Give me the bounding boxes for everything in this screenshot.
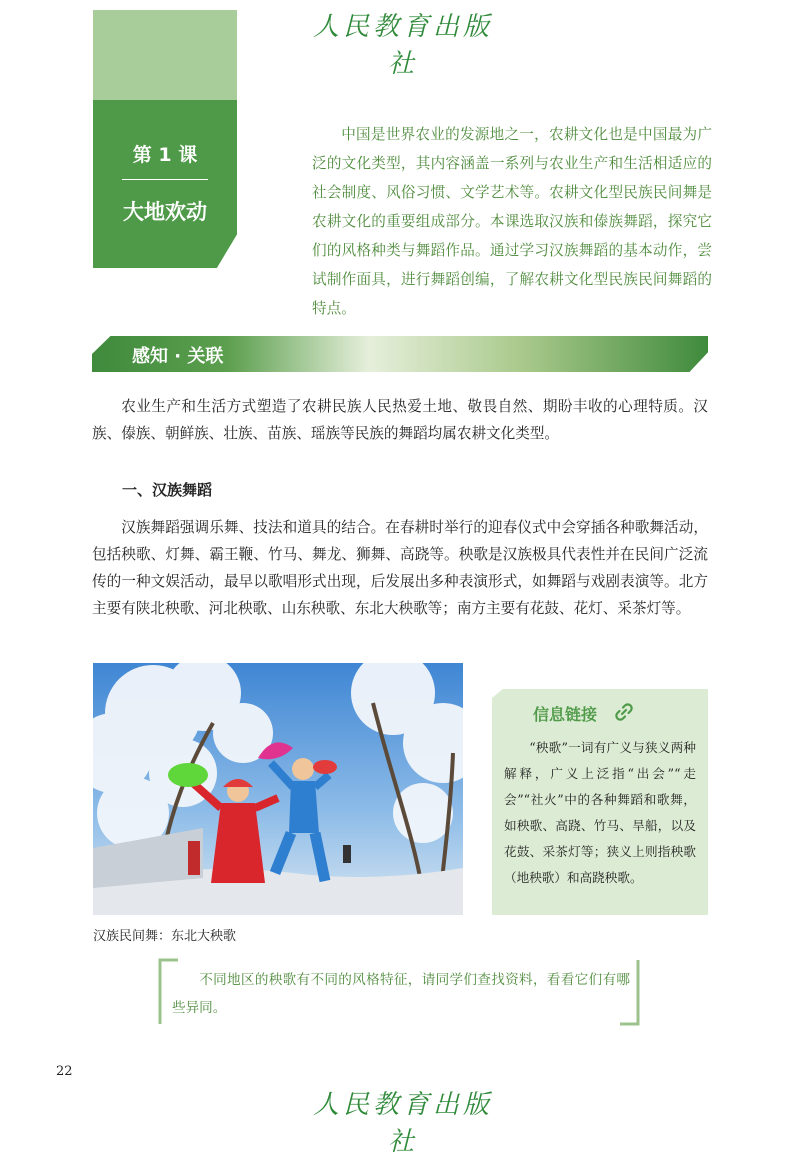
section-banner-title: 感知 · 关联 <box>132 346 224 367</box>
lesson-divider <box>122 179 208 180</box>
lesson-intro: 中国是世界农业的发源地之一，农耕文化也是中国最为广泛的文化类型，其内容涵盖一系列与农业生产和生活相适应的社会制度、风俗习惯、文学艺术等。农耕文化型民族民间舞是农耕文化的重要组成部分。本课选取汉族和傣族舞蹈，探究它们的风格种类与舞蹈作品。通过学习汉族舞蹈的基本动作，尝试制作面具，进行舞蹈创编，了解农耕文化型民族民间舞蹈的特点。 <box>312 126 712 317</box>
info-box-title: 信息链接 <box>533 705 598 724</box>
lesson-tab <box>93 100 237 268</box>
paragraph-han-dance: 汉族舞蹈强调乐舞、技法和道具的结合。在春耕时举行的迎春仪式中会穿插各种歌舞活动，包括秧歌、灯舞、霸王鞭、竹马、舞龙、狮舞、高跷等。秧歌是汉族极具代表性并在民间广泛流传的一种文娱活动，最早以歌唱形式出现，后发展出多种表演形式，如舞蹈与戏剧表演等。北方主要有陕北秧歌、河北秧歌、山东秧歌、东北大秧歌等；南方主要有花鼓、花灯、采茶灯等。 <box>92 519 708 617</box>
note-text: 不同地区的秧歌有不同的风格特征，请同学们查找资料，看看它们有哪些异同。 <box>172 972 630 1016</box>
info-box-text: “秧歌”一词有广义与狭义两种解释，广义上泛指“出会”“走会”“社火”中的各种舞蹈和歌舞，如秧歌、高跷、竹马、旱船，以及花鼓、采茶灯等；狭义上则指秧歌（地秧歌）和高跷秧歌。 <box>504 740 696 885</box>
lesson-title: 大地欢动 <box>123 200 207 224</box>
publisher-logo-top: 人民教育出版社 <box>312 12 493 79</box>
page-number: 22 <box>56 1064 73 1079</box>
subheading-han-dance: 一、汉族舞蹈 <box>122 481 213 499</box>
link-icon <box>614 702 634 722</box>
lesson-number: 第 1 课 <box>132 144 198 166</box>
paragraph-intro: 农业生产和生活方式塑造了农耕民族人民热爱土地、敬畏自然、期盼丰收的心理特质。汉族、傣族、朝鲜族、壮族、苗族、瑶族等民族的舞蹈均属农耕文化类型。 <box>92 398 708 442</box>
lesson-tab-top <box>93 10 237 100</box>
photo-caption: 汉族民间舞：东北大秧歌 <box>93 929 237 944</box>
publisher-logo-bottom: 人民教育出版社 <box>312 1090 493 1157</box>
yangge-photo <box>93 663 463 915</box>
